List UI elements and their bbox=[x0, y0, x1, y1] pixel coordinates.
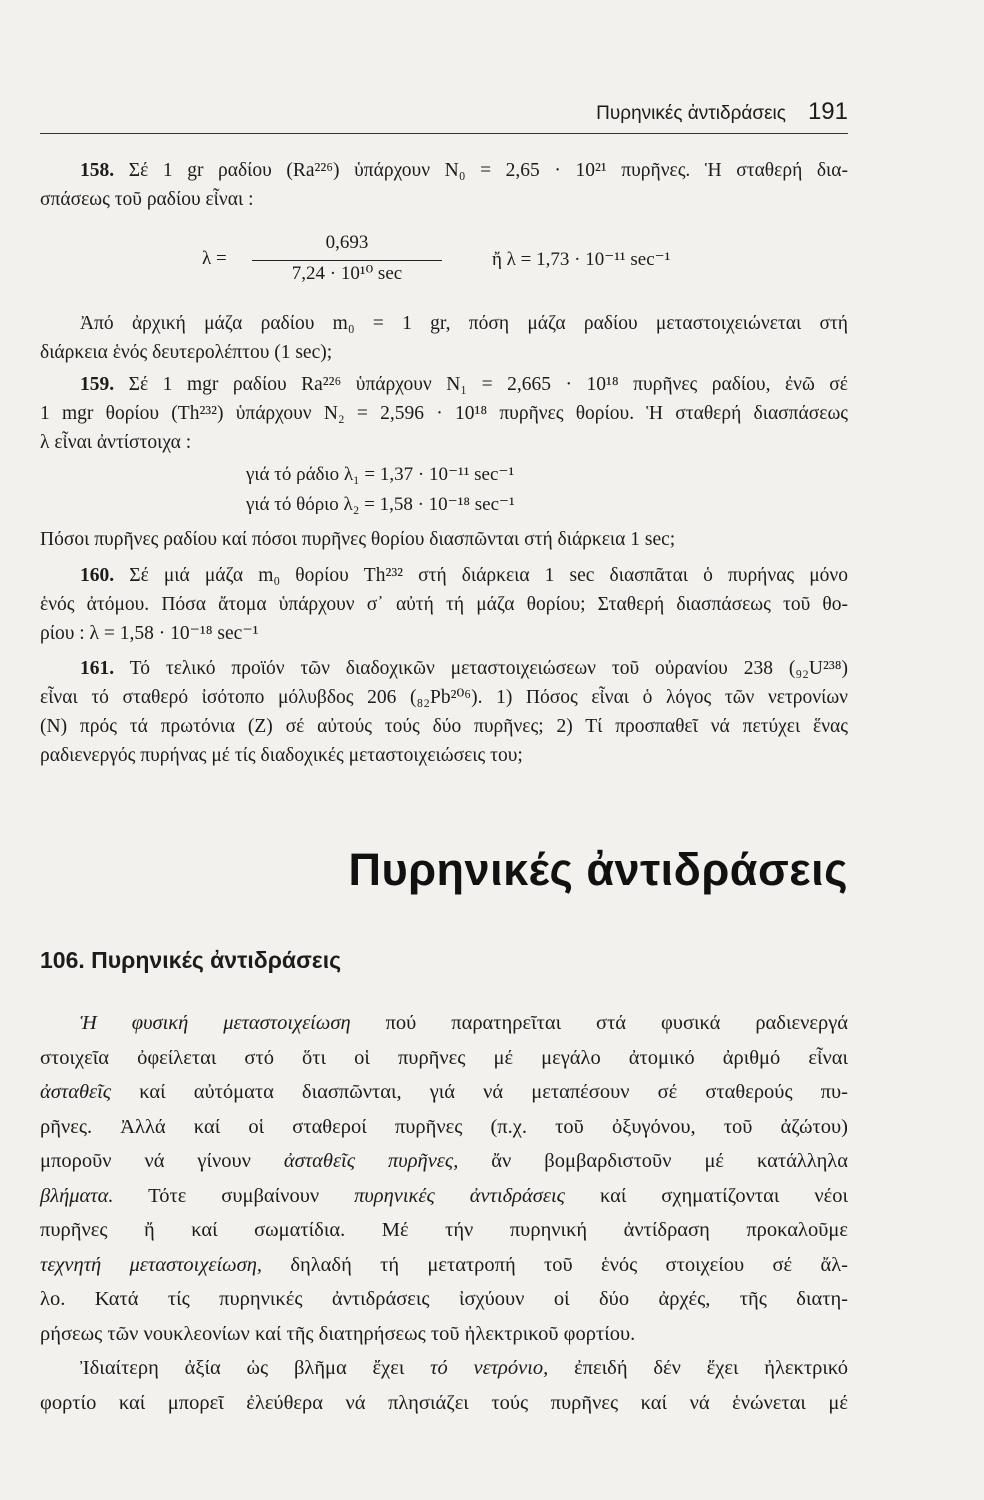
problem-number: 159. bbox=[80, 374, 115, 395]
radium-constant: γιά τό ράδιο λ₁ = 1,37 · 10⁻¹¹ sec⁻¹ bbox=[246, 464, 515, 485]
running-title: Πυρηνικές ἀντιδράσεις bbox=[596, 103, 786, 124]
lambda-label: λ = bbox=[202, 248, 227, 269]
fraction-bar bbox=[252, 260, 442, 261]
header-rule bbox=[40, 133, 848, 134]
problem-159: 159. Σέ 1 mgr ραδίου Ra²²⁶ ὑπάρχουν N₁ = 2,665 · 10¹⁸ πυρῆνες ραδίου, ἐνῶ σέ 1 mgr θορίου (Th²³²) ὑπάρχουν N₂ = 2,596 · 10¹⁸ πυρῆνες θορίου. Ἡ σταθερή διασπάσεως λ εἶναι ἀντίστοιχα : bbox=[40, 370, 848, 457]
body-line: πυρῆνες ἤ καί σωματίδια. Μέ τήν πυρηνική ἀντίδραση προκαλοῦμε bbox=[40, 1219, 848, 1241]
body-line: τεχνητή μεταστοιχείωση, δηλαδή τή μετατροπή τοῦ ἑνός στοιχείου σέ ἄλ- bbox=[40, 1253, 848, 1276]
section-body bbox=[40, 1006, 848, 1420]
body-line: ρήσεως τῶν νουκλεονίων καί τῆς διατηρήσεως τοῦ ἠλεκτρικοῦ φορτίου. bbox=[40, 1322, 636, 1345]
problem-160: 160. Σέ μιά μάζα m₀ θορίου Th²³² στή διάρκεια 1 sec διασπᾶται ὁ πυρήνας μόνο ἑνός ἀτόμου. Πόσα ἄτομα ὑπάρχουν σ᾽ αὐτή τή μάζα θορίου; Σταθερή διασπάσεως τοῦ θο- ρίου : λ = 1,58 · 10⁻¹⁸ sec⁻¹ bbox=[40, 561, 848, 648]
body-line: Ἰδιαίτερη ἀξία ὡς βλῆμα ἔχει τό νετρόνιο, ἐπειδή δέν ἔχει ἠλεκτρικό bbox=[80, 1357, 848, 1379]
body-line: φορτίο καί μπορεῖ ἐλεύθερα νά πλησιάζει τούς πυρῆνες καί νά ἑνώνεται μέ bbox=[40, 1391, 848, 1414]
problem-number: 161. bbox=[80, 658, 115, 679]
problem-161-line-1: 161. Τό τελικό προϊόν τῶν διαδοχικῶν μεταστοιχειώσεων τοῦ οὐρανίου 238 (₉₂U²³⁸) bbox=[80, 658, 848, 679]
thorium-constant: γιά τό θόριο λ₂ = 1,58 · 10⁻¹⁸ sec⁻¹ bbox=[246, 494, 515, 515]
problem-158-question: Ἀπό ἀρχική μάζα ραδίου m₀ = 1 gr, πόση μάζα ραδίου μεταστοιχειώνεται στή διάρκεια ἑνός δευτερολέπτου (1 sec); bbox=[40, 313, 848, 363]
page-number: 191 bbox=[807, 98, 848, 125]
fraction-denominator: 7,24 · 10¹⁰ sec bbox=[291, 263, 403, 284]
problem-number: 158. bbox=[80, 160, 115, 181]
problem-158 bbox=[40, 156, 848, 214]
body-line: βλήματα. Τότε συμβαίνουν πυρηνικές ἀντιδράσεις καί σχηματίζονται νέοι bbox=[40, 1184, 848, 1207]
problem-159-question: Πόσοι πυρῆνες ραδίου καί πόσοι πυρῆνες θορίου διασπῶνται στή διάρκεια 1 sec; bbox=[40, 529, 676, 550]
alternative-value: ἤ λ = 1,73 · 10⁻¹¹ sec⁻¹ bbox=[492, 249, 671, 270]
section-title: Πυρηνικές ἀντιδράσεις bbox=[91, 947, 342, 973]
problem-161: 161. Τό τελικό προϊόν τῶν διαδοχικῶν μεταστοιχειώσεων τοῦ οὐρανίου 238 (₉₂U²³⁸) εἶναι τό σταθερό ἰσότοπο μόλυβδος 206 (₈₂Pb²⁰⁶). 1) Πόσος εἶναι ὁ λόγος τῶν νετρονίων (N) πρός τά πρωτόνια (Z) σέ αὐτούς τούς δύο πυρῆνες; 2) Τί προσπαθεῖ νά πετύχει ἕνας ραδιενεργός πυρήνας μέ τίς διαδοχικές μεταστοιχειώσεις του; bbox=[40, 654, 848, 770]
problem-160-line-1: 160. Σέ μιά μάζα m₀ θορίου Th²³² στή διάρκεια 1 sec διασπᾶται ὁ πυρήνας μόνο bbox=[80, 565, 848, 586]
problem-number: 160. bbox=[80, 565, 115, 586]
decay-constant-formula bbox=[202, 232, 762, 288]
problem-158-line-1: 158. Σέ 1 gr ραδίου (Ra²²⁶) ὑπάρχουν N₀ = 2,65 · 10²¹ πυρῆνες. Ἡ σταθερή δια- bbox=[80, 160, 849, 181]
body-line: Ἡ φυσική μεταστοιχείωση πού παρατηρεῖται στά φυσικά ραδιενεργά bbox=[80, 1012, 848, 1034]
body-line: ἀσταθεῖς καί αὐτόματα διασπῶνται, γιά νά μεταπέσουν σέ σταθερούς πυ- bbox=[40, 1081, 848, 1103]
chapter-title: Πυρηνικές ἀντιδράσεις bbox=[348, 844, 848, 895]
section-number: 106. bbox=[40, 947, 85, 973]
problem-158-line-2: σπάσεως τοῦ ραδίου εἶναι : bbox=[40, 189, 254, 210]
section-heading bbox=[40, 947, 341, 974]
body-line: ρῆνες. Ἀλλά καί οἱ σταθεροί πυρῆνες (π.χ. τοῦ ὀξυγόνου, τοῦ ἀζώτου) bbox=[40, 1115, 848, 1138]
body-line: λο. Κατά τίς πυρηνικές ἀντιδράσεις ἰσχύουν οἱ δύο ἀρχές, τῆς διατη- bbox=[40, 1288, 848, 1310]
body-line: στοιχεῖα ὀφείλεται στό ὅτι οἱ πυρῆνες μέ μεγάλο ἀτομικό ἀριθμό εἶναι bbox=[40, 1046, 848, 1069]
body-line: μποροῦν νά γίνουν ἀσταθεῖς πυρῆνες, ἄν βομβαρδιστοῦν μέ κατάλληλα bbox=[40, 1150, 848, 1172]
decay-constants-list bbox=[246, 460, 515, 520]
problem-159-line-1: 159. Σέ 1 mgr ραδίου Ra²²⁶ ὑπάρχουν N₁ = 2,665 · 10¹⁸ πυρῆνες ραδίου, ἐνῶ σέ bbox=[80, 374, 848, 395]
running-header bbox=[40, 98, 848, 126]
fraction-numerator: 0,693 bbox=[325, 232, 369, 253]
